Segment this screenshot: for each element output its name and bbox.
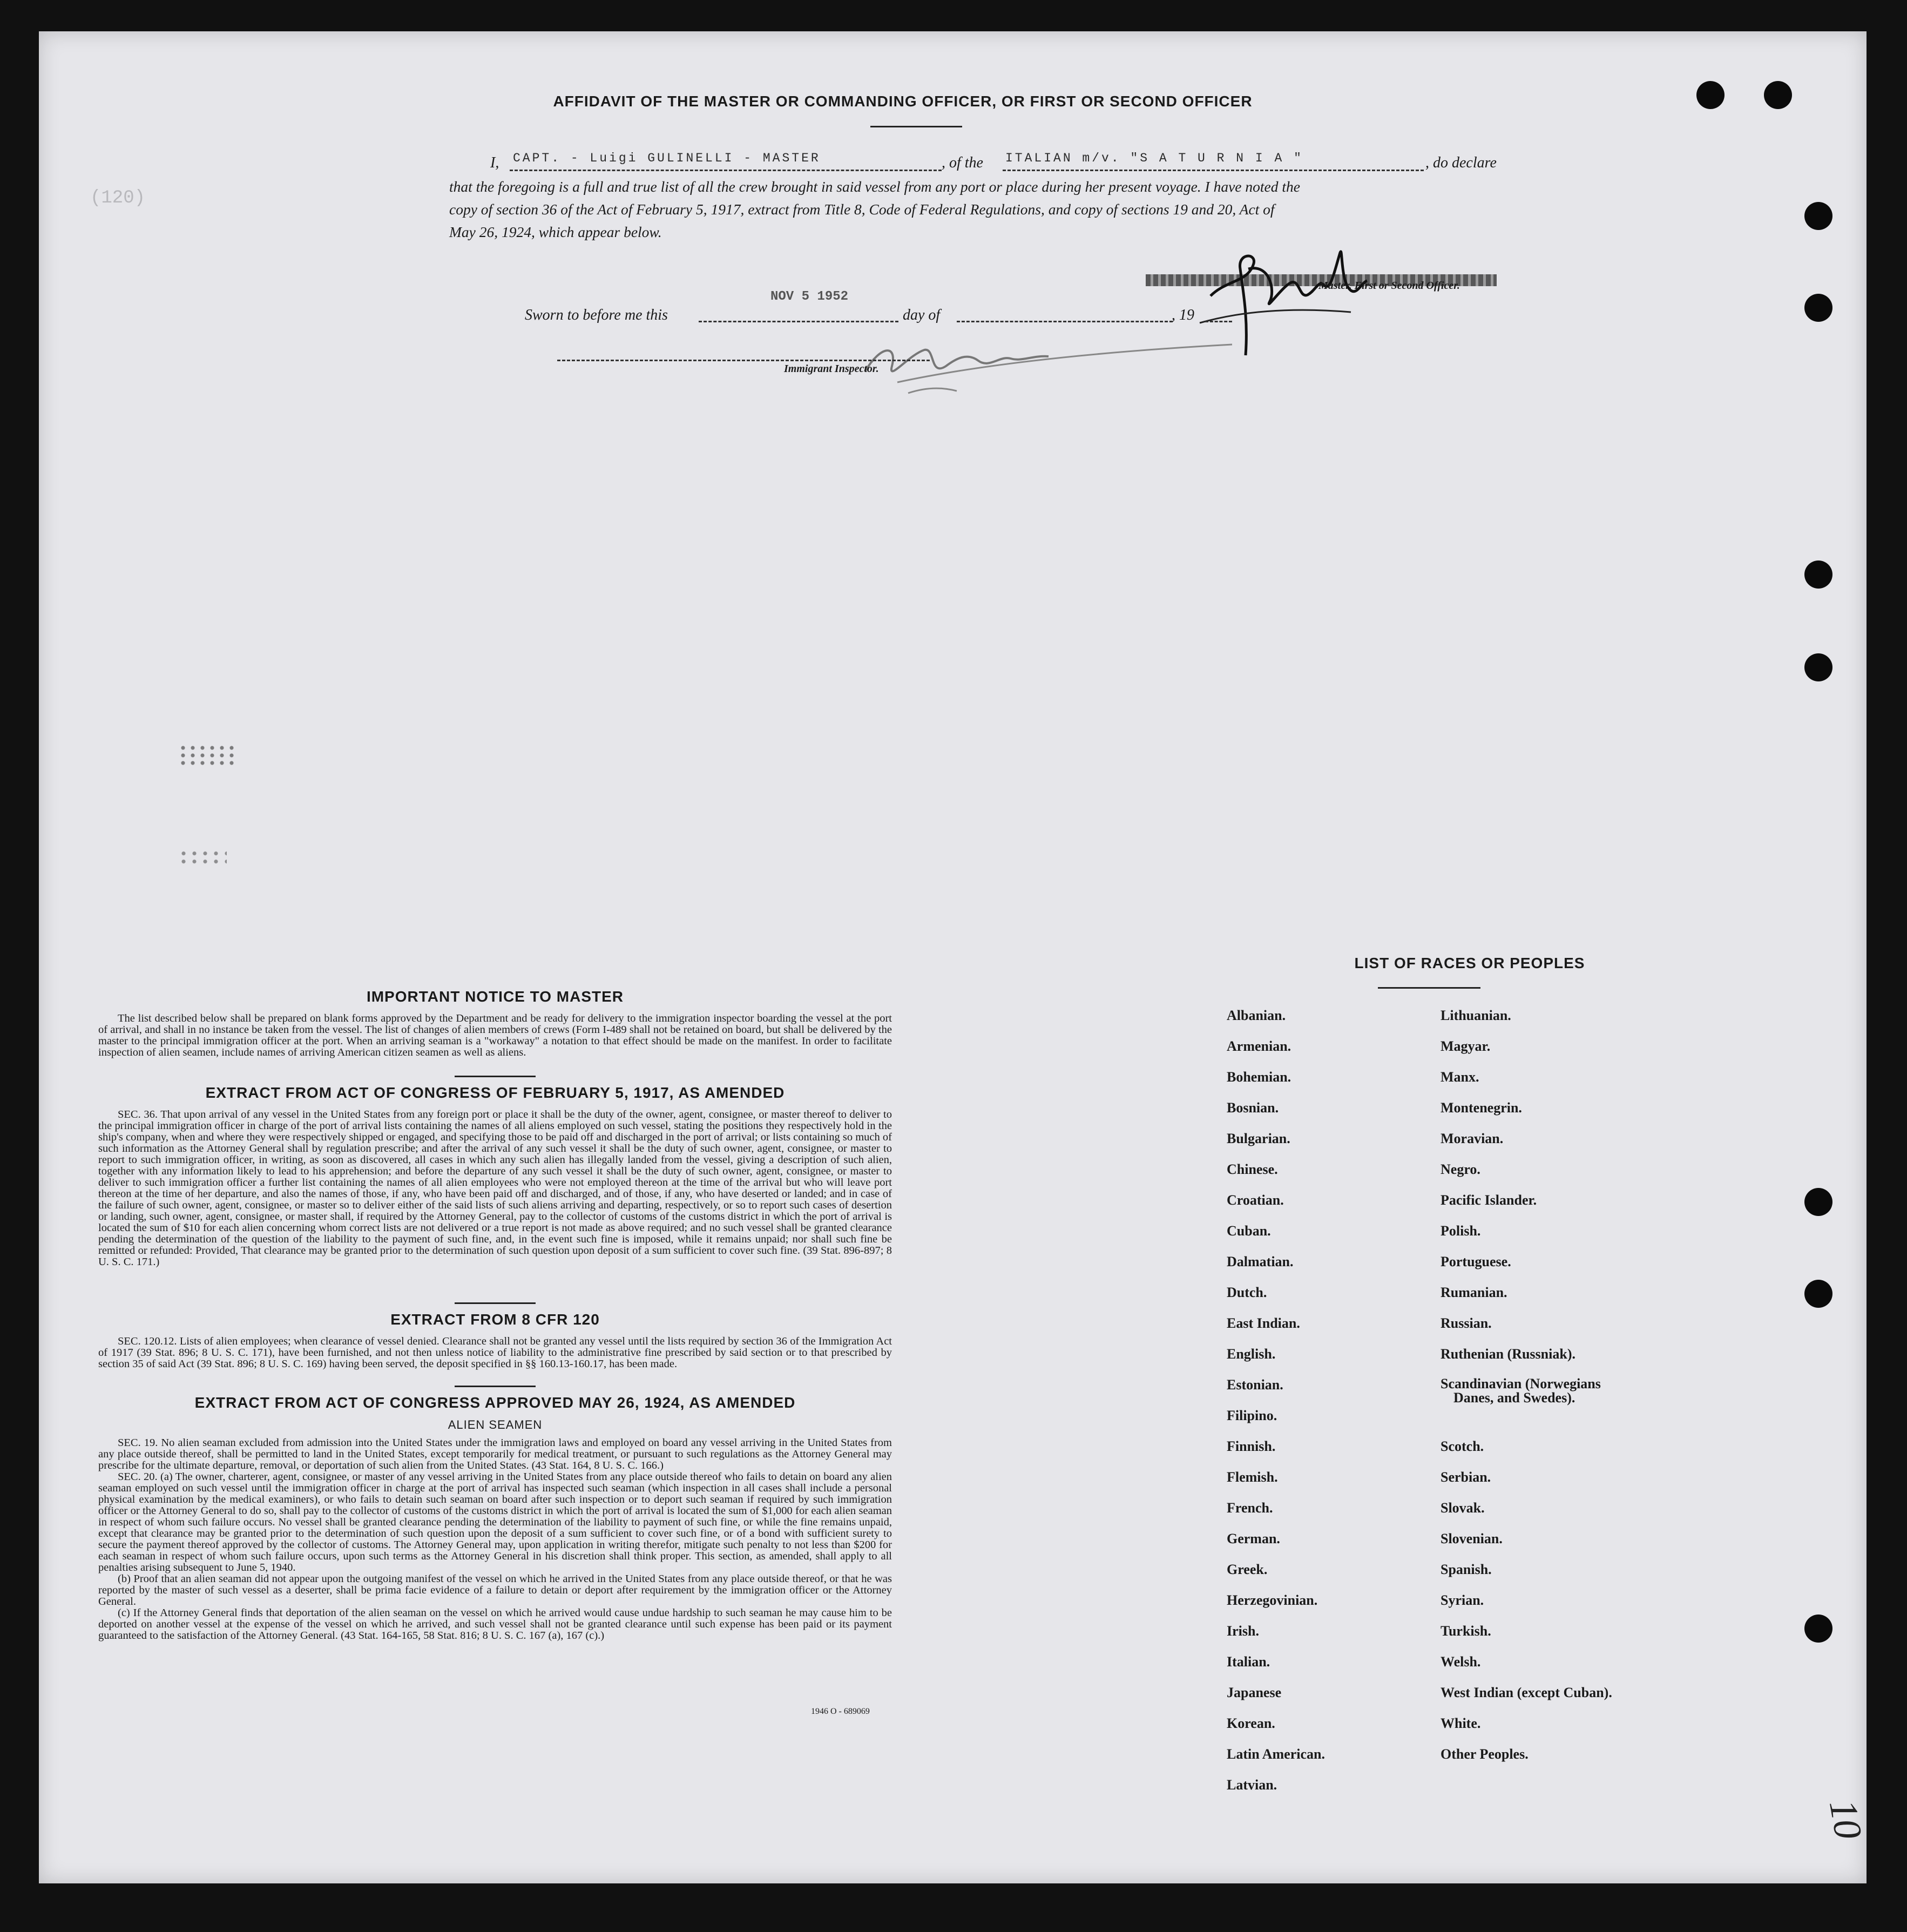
page-mark: (120) [90,188,146,208]
race-item: Finnish. [1227,1438,1276,1454]
notice-title: IMPORTANT NOTICE TO MASTER [366,988,624,1005]
sworn-day-line [699,321,898,322]
punch-hole [1804,560,1832,589]
race-item: Manx. [1441,1069,1479,1085]
race-item: Scandinavian (Norwegians [1441,1376,1601,1391]
ink-speck [178,849,227,866]
race-item: Turkish. [1441,1623,1491,1639]
extract-1917-rule [455,1302,536,1304]
race-item: Bohemian. [1227,1069,1291,1085]
race-item: German. [1227,1531,1280,1546]
race-item: Welsh. [1441,1654,1481,1670]
race-item: Cuban. [1227,1223,1271,1239]
date-stamp: NOV 5 1952 [770,289,849,304]
race-item: Dutch. [1227,1285,1267,1300]
vessel-name-line [1003,170,1424,171]
punch-hole [1804,1188,1832,1216]
sworn-month-line [957,321,1173,322]
race-item: Polish. [1441,1223,1481,1239]
year-prefix: , 19 [1172,307,1194,323]
race-item: Slovak. [1441,1500,1485,1516]
affidavit-i-label: I, [490,154,499,171]
race-item: Russian. [1441,1315,1492,1331]
notice-text [98,1013,892,1058]
race-item: English. [1227,1346,1276,1362]
extract-cfr-text [98,1336,892,1370]
punch-hole [1804,202,1832,230]
race-item: Bulgarian. [1227,1131,1290,1146]
day-of-label: day of [903,307,941,323]
race-item: Armenian. [1227,1038,1291,1054]
extract-1917-text [98,1109,892,1268]
sec19-paragraph: SEC. 19. No alien seaman excluded from admission into the United States under the immigration laws and employed on board any vessel arriving in the United States from any place outside thereof, shall be permitted to land in the United States, except temporarily for medical treatment, or pursuant to such regulations as the Attorney General may prescribe for the ultimate departure, removal, or deportation of such alien from the United States. (43 Stat. 164, 8 U. S. C. 166.) [98,1437,892,1471]
master-caption: Master, First or Second Officer. [1318,280,1460,292]
inspector-signature [816,323,1248,404]
race-item: Bosnian. [1227,1100,1279,1116]
race-item: Scotch. [1441,1438,1484,1454]
race-item: Other Peoples. [1441,1746,1529,1762]
ink-speck [178,744,238,766]
master-name-line [510,170,942,171]
race-item: Japanese [1227,1685,1282,1700]
race-item: Chinese. [1227,1161,1278,1177]
affidavit-line-1: that the foregoing is a full and true list of all the crew brought in said vessel from any port or place during her present voyage. I have noted the [449,178,1300,195]
race-item: Irish. [1227,1623,1259,1639]
cfr-paragraph: SEC. 120.12. Lists of alien employees; when clearance of vessel denied. Clearance shall not be granted any vessel until the lists required by section 36 of the Immigration Act of 1917 (39 Stat. 896; 8 U. S. C. 171), have been furnished, and not then unless notice of liability to the administrative fine prescribed by said section or to that prescribed by section 35 of said Act (39 Stat. 896; 8 U. S. C. 169) having been served, the deposit specified in §§ 160.13-160.17, has been made. [98,1335,892,1370]
inspector-line [557,360,930,361]
race-item: Syrian. [1441,1592,1484,1608]
race-item: French. [1227,1500,1273,1516]
race-item: West Indian (except Cuban). [1441,1685,1612,1700]
race-item: Pacific Islander. [1441,1192,1537,1208]
race-item: East Indian. [1227,1315,1300,1331]
race-item: Filipino. [1227,1408,1277,1423]
sec36-paragraph: SEC. 36. That upon arrival of any vessel in the United States from any foreign port or place it shall be the duty of the owner, agent, consignee, or master thereof to deliver to the principal immigration officer in charge of the port of arrival lists containing the names of all aliens employed on such vessel, stating the positions they respectively hold in the ship's company, when and where they were respectively shipped or engaged, and specifying those to be paid off and discharged in the port of arrival; or lists containing so much of such information as the Attorney General shall by regulation prescribe; and after the arrival of any such vessel it shall be the duty of such owner, agent, consignee, or master to report to such immigration officer, in writing, as soon as discovered, all cases in which any such alien has illegally landed from the vessel, giving a description of such alien, together with any information likely to lead to his apprehension; and before the departure of any such vessel it shall be the duty of such owner, agent, consignee, or master to deliver to such immigration officer a further list containing the names of all alien employees who were not employed thereon at the time of the arrival but who will leave port thereon at the time of her departure, and also the names of those, if any, who have been paid off and discharged, and of those, if any, who have deserted or landed; and in case of the failure of such owner, agent, consignee, or master so to deliver either of the said lists of such aliens arriving and departing, respectively, or so to report such cases of desertion or landing, such owner, agent, consignee, or master shall, if required by the Attorney General, pay to the collector of customs of the customs district in which the port of arrival is located the sum of $10 for each alien concerning whom correct lists are not delivered or a true report is not made as above required; and no such vessel shall be granted clearance pending the determination of the question of the liability to the payment of such fine, and, in the event such fine is imposed, while it remains unpaid; nor shall such fine be remitted or refunded: Provided, That clearance may be granted prior to the determination of such question upon deposit of a sum sufficient to cover such fine. (39 Stat. 896-897; 8 U. S. C. 171.) [98,1109,892,1268]
race-item: Dalmatian. [1227,1254,1294,1269]
sworn-label: Sworn to before me this [525,307,668,323]
sec20b-paragraph: (b) Proof that an alien seaman did not appear upon the outgoing manifest of the vessel on which he arrived in the United States from any place outside thereof, or that he was reported by the master of such vessel as a deserter, shall be prima facie evidence of a failure to detain or deport after requirement by the immigration officer or the Attorney General. [98,1573,892,1607]
punch-hole [1804,1280,1832,1308]
punch-hole [1804,653,1832,681]
punch-hole [1696,81,1725,109]
punch-hole [1764,81,1792,109]
handwritten-page-number: 10 [1821,1796,1871,1842]
race-item: Greek. [1227,1562,1268,1577]
race-item: Spanish. [1441,1562,1492,1577]
notice-rule [455,1076,536,1077]
sec20a-paragraph: SEC. 20. (a) The owner, charterer, agent, consignee, or master of any vessel arriving in the United States from any place outside thereof who fails to detain on board any alien seaman employed on such vessel until the immigration officer in charge at the port of arrival has inspected such seaman (which inspection in all cases shall include a personal physical examination by the medical examiners), or who fails to detain such seaman on board after such inspection or to deport such seaman if required by such immigration officer or the Attorney General to do so, shall pay to the collector of customs of the customs district in which the port of arrival is located the sum of $1,000 for each alien seaman in respect of whom such failure occurs. No vessel shall be granted clearance pending the determination of the liability to payment of such fine, or while the fine remains unpaid, except that clearance may be granted prior to the determination of such question upon the deposit of a sum sufficient to cover such fine, or of a bond with sufficient surety to secure the payment thereof approved by the collector of customs. The Attorney General may, upon application in writing therefor, mitigate such penalty to not less than $200 for each seaman in respect of whom such failure occurs, upon such terms as the Attorney General in his discretion shall think proper. This section, as amended, shall apply to all penalties arising subsequent to June 5, 1940. [98,1471,892,1573]
year-line [1205,321,1232,322]
notice-paragraph: The list described below shall be prepared on blank forms approved by the Department and be ready for delivery to the immigration inspector boarding the vessel at the port of arrival, and shall in no instance be taken from the vessel. The list of changes of alien members of crews (Form I-489 shall not be retained on board, but shall be delivered by the master to the principal immigration officer at the port. When an arriving seaman is a "workaway" a notation to that effect should be made on the manifest. In order to facilitate inspection of alien seamen, include names of arriving American citizen seamen as well as aliens. [98,1012,892,1058]
extract-cfr-rule [455,1386,536,1387]
punch-hole [1804,1614,1832,1643]
print-code: 1946 O - 689069 [811,1707,870,1716]
race-item: Korean. [1227,1715,1275,1731]
race-item: Lithuanian. [1441,1008,1511,1023]
race-item: Albanian. [1227,1008,1286,1023]
extract-1924-title: EXTRACT FROM ACT OF CONGRESS APPROVED MAY 26, 1924, AS AMENDED [194,1394,796,1411]
race-item: Latvian. [1227,1777,1277,1793]
extract-1924-text [98,1437,892,1641]
race-item: Negro. [1441,1161,1480,1177]
extract-1917-title: EXTRACT FROM ACT OF CONGRESS OF FEBRUARY 5, 1917, AS AMENDED [205,1084,785,1101]
master-name-field: CAPT. - Luigi GULINELLI - MASTER [513,151,821,165]
races-title: LIST OF RACES OR PEOPLES [1354,955,1585,971]
race-item: Montenegrin. [1441,1100,1522,1116]
race-item: Croatian. [1227,1192,1284,1208]
alien-seamen-subtitle: ALIEN SEAMEN [448,1418,543,1431]
do-declare-label: , do declare [1425,154,1497,171]
race-item: Italian. [1227,1654,1270,1670]
sec20c-paragraph: (c) If the Attorney General finds that deportation of the alien seaman on the vessel on which he arrived would cause undue hardship to such seaman he may cause him to be deported on another vessel at the expense of the vessel on which he arrived, and such vessel shall not be granted clearance until such expense has been paid or its payment guaranteed to the satisfaction of the Attorney General. (43 Stat. 164-165, 58 Stat. 816; 8 U. S. C. 167 (a), 167 (c).) [98,1607,892,1641]
race-item: Flemish. [1227,1469,1278,1485]
extract-cfr-title: EXTRACT FROM 8 CFR 120 [390,1311,600,1328]
race-item: White. [1441,1715,1481,1731]
race-item: Magyar. [1441,1038,1491,1054]
affidavit-line-2: copy of section 36 of the Act of February 5, 1917, extract from Title 8, Code of Federal Regulations, and copy of sections 19 and 20, Act of [449,201,1275,218]
race-item: Herzegovinian. [1227,1592,1318,1608]
race-item: Latin American. [1227,1746,1325,1762]
race-item: Serbian. [1441,1469,1491,1485]
race-item: Slovenian. [1441,1531,1503,1546]
affidavit-line-3: May 26, 1924, which appear below. [449,224,662,240]
race-item: Moravian. [1441,1131,1504,1146]
punch-hole [1804,294,1832,322]
affidavit-title: AFFIDAVIT OF THE MASTER OR COMMANDING OFFICER, OR FIRST OR SECOND OFFICER [553,93,1253,110]
race-item: Rumanian. [1441,1285,1507,1300]
race-item: Danes, and Swedes). [1453,1390,1575,1406]
race-item: Estonian. [1227,1377,1283,1393]
race-item: Portuguese. [1441,1254,1511,1269]
title-rule [870,126,962,127]
inspector-caption: Immigrant Inspector. [784,363,879,375]
document-page [39,31,1871,1883]
of-the-label: , of the [942,154,983,171]
races-rule [1378,987,1480,989]
vessel-name-field: ITALIAN m/v. "S A T U R N I A " [1005,151,1303,165]
race-item: Ruthenian (Russniak). [1441,1346,1575,1362]
